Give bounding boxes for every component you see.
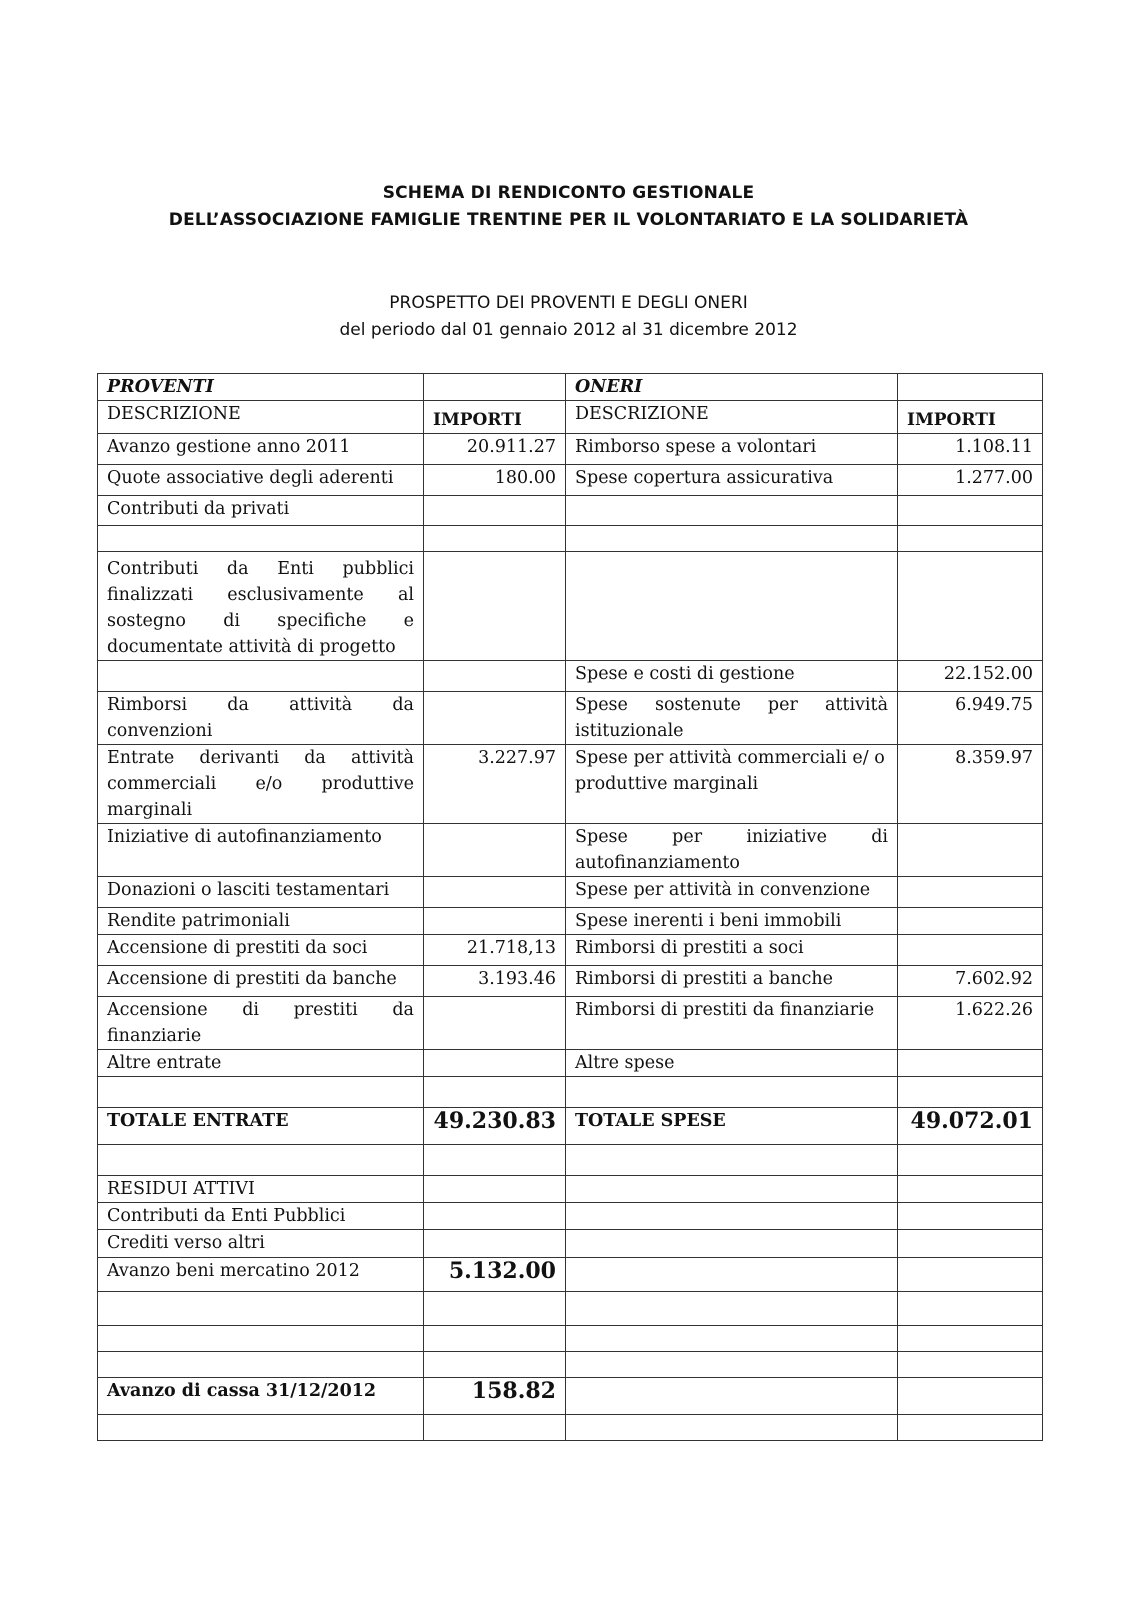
proventi-desc: Quote associative degli aderenti	[98, 465, 424, 496]
oneri-amount	[898, 935, 1043, 966]
document-subtitle	[0, 290, 1137, 344]
oneri-amount: 1.622.26	[898, 997, 1043, 1050]
empty-cell	[424, 1352, 566, 1378]
proventi-amount	[424, 908, 566, 935]
empty-cell	[98, 1145, 424, 1176]
proventi-header	[98, 374, 424, 401]
proventi-amount	[424, 824, 566, 877]
proventi-desc: Iniziative di autofinanziamento	[98, 824, 424, 877]
oneri-desc: Spese per iniziative di autofinanziamento	[566, 824, 898, 877]
oneri-desc-header: DESCRIZIONE	[566, 401, 898, 434]
proventi-desc: Accensione di prestiti da banche	[98, 966, 424, 997]
oneri-amount	[898, 824, 1043, 877]
oneri-amount	[898, 496, 1043, 526]
table-row	[98, 1352, 1043, 1378]
empty-cell	[424, 1230, 566, 1258]
oneri-desc: Spese e costi di gestione	[566, 661, 898, 692]
proventi-desc: Donazioni o lasciti testamentari	[98, 877, 424, 908]
subtitle-line-1: PROSPETTO DEI PROVENTI E DEGLI ONERI	[389, 293, 748, 313]
proventi-desc-text: Contributi da Enti pubblici finalizzati esclusivamente al sostegno di specifiche e documentate attività di progetto	[107, 559, 414, 657]
proventi-amount	[424, 496, 566, 526]
empty-cell	[424, 1415, 566, 1441]
table-row	[98, 496, 1043, 526]
oneri-desc: Rimborsi di prestiti a soci	[566, 935, 898, 966]
table-row	[98, 526, 1043, 552]
oneri-desc: Spese copertura assicurativa	[566, 465, 898, 496]
empty-cell	[424, 374, 566, 401]
section-header-row	[98, 374, 1043, 401]
empty-cell	[566, 1352, 898, 1378]
proventi-desc	[98, 1077, 424, 1108]
totals-row	[98, 1108, 1043, 1145]
table-row	[98, 552, 1043, 661]
proventi-desc: Avanzo gestione anno 2011	[98, 434, 424, 465]
empty-cell	[898, 1326, 1043, 1352]
empty-cell	[898, 1378, 1043, 1415]
table-row	[98, 1326, 1043, 1352]
importi-label: IMPORTI	[907, 410, 996, 430]
proventi-desc: Accensione di prestiti da soci	[98, 935, 424, 966]
proventi-desc: Altre entrate	[98, 1050, 424, 1077]
table-row	[98, 824, 1043, 877]
oneri-amount	[898, 1077, 1043, 1108]
empty-cell	[566, 1230, 898, 1258]
oneri-label: ONERI	[575, 377, 643, 397]
empty-cell	[566, 1203, 898, 1230]
empty-cell	[566, 1326, 898, 1352]
table-row	[98, 935, 1043, 966]
empty-cell	[424, 1203, 566, 1230]
oneri-amount: 22.152.00	[898, 661, 1043, 692]
empty-cell	[98, 1326, 424, 1352]
avanzo-cassa-row	[98, 1378, 1043, 1415]
table-row	[98, 966, 1043, 997]
empty-cell	[898, 374, 1043, 401]
empty-cell	[424, 1292, 566, 1326]
table-row	[98, 465, 1043, 496]
totale-entrate-label: TOTALE ENTRATE	[98, 1108, 424, 1145]
proventi-desc: Rimborsi da attività da convenzioni	[98, 692, 424, 745]
table-row	[98, 745, 1043, 824]
empty-cell	[566, 1145, 898, 1176]
subtitle-period: del periodo dal 01 gennaio 2012 al 31 dicembre 2012	[339, 320, 798, 340]
proventi-amount	[424, 1077, 566, 1108]
table-row	[98, 1077, 1043, 1108]
table-row	[98, 1050, 1043, 1077]
table-row	[98, 1292, 1043, 1326]
proventi-amount	[424, 692, 566, 745]
proventi-amount: 21.718,13	[424, 935, 566, 966]
totale-spese-amount: 49.072.01	[898, 1108, 1043, 1145]
avanzo-beni-amount: 5.132.00	[424, 1258, 566, 1292]
oneri-desc	[566, 1077, 898, 1108]
oneri-header	[566, 374, 898, 401]
oneri-desc: Rimborso spese a volontari	[566, 434, 898, 465]
empty-cell	[898, 1292, 1043, 1326]
empty-cell	[566, 1292, 898, 1326]
oneri-desc: Spese inerenti i beni immobili	[566, 908, 898, 935]
oneri-amount: 6.949.75	[898, 692, 1043, 745]
oneri-desc	[566, 552, 898, 661]
table-row	[98, 661, 1043, 692]
title-line-2: DELL’ASSOCIAZIONE FAMIGLIE TRENTINE PER IL VOLONTARIATO E LA SOLIDARIETÀ	[168, 210, 969, 230]
oneri-desc	[566, 496, 898, 526]
totale-spese-label: TOTALE SPESE	[566, 1108, 898, 1145]
report-table	[97, 373, 1043, 1441]
empty-cell	[98, 1415, 424, 1441]
proventi-amount	[424, 526, 566, 552]
empty-cell	[566, 1415, 898, 1441]
empty-cell	[566, 1378, 898, 1415]
proventi-importi-header	[424, 401, 566, 434]
empty-cell	[566, 1258, 898, 1292]
proventi-amount: 3.227.97	[424, 745, 566, 824]
oneri-desc: Altre spese	[566, 1050, 898, 1077]
oneri-desc: Spese per attività in convenzione	[566, 877, 898, 908]
empty-cell	[424, 1326, 566, 1352]
oneri-amount	[898, 908, 1043, 935]
oneri-amount: 1.108.11	[898, 434, 1043, 465]
empty-cell	[566, 1176, 898, 1203]
proventi-desc-header: DESCRIZIONE	[98, 401, 424, 434]
oneri-amount: 8.359.97	[898, 745, 1043, 824]
empty-cell	[98, 1292, 424, 1326]
oneri-desc: Rimborsi di prestiti a banche	[566, 966, 898, 997]
proventi-amount	[424, 877, 566, 908]
oneri-amount: 7.602.92	[898, 966, 1043, 997]
table-row	[98, 434, 1043, 465]
oneri-desc	[566, 526, 898, 552]
empty-cell	[898, 1415, 1043, 1441]
oneri-importi-header	[898, 401, 1043, 434]
proventi-desc: Entrate derivanti da attività commerciali e/o produttive marginali	[98, 745, 424, 824]
empty-cell	[898, 1203, 1043, 1230]
table-row	[98, 1203, 1043, 1230]
table-row	[98, 1230, 1043, 1258]
totale-entrate-amount: 49.230.83	[424, 1108, 566, 1145]
proventi-amount: 20.911.27	[424, 434, 566, 465]
proventi-amount	[424, 661, 566, 692]
proventi-amount	[424, 1050, 566, 1077]
oneri-amount	[898, 552, 1043, 661]
oneri-desc: Rimborsi di prestiti da finanziarie	[566, 997, 898, 1050]
table-row	[98, 1145, 1043, 1176]
column-header-row	[98, 401, 1043, 434]
oneri-desc: Spese sostenute per attività istituzionale	[566, 692, 898, 745]
table-row	[98, 692, 1043, 745]
proventi-desc	[98, 552, 424, 661]
empty-cell	[898, 1230, 1043, 1258]
empty-cell	[424, 1176, 566, 1203]
table-row	[98, 877, 1043, 908]
table-row	[98, 1258, 1043, 1292]
residui-attivi-label: RESIDUI ATTIVI	[98, 1176, 424, 1203]
oneri-amount: 1.277.00	[898, 465, 1043, 496]
document-title	[0, 180, 1137, 234]
empty-cell	[898, 1176, 1043, 1203]
avanzo-beni-label: Avanzo beni mercatino 2012	[98, 1258, 424, 1292]
oneri-desc: Spese per attività commerciali e/ o produttive marginali	[566, 745, 898, 824]
residui-contributi: Contributi da Enti Pubblici	[98, 1203, 424, 1230]
proventi-amount	[424, 552, 566, 661]
empty-cell	[424, 1145, 566, 1176]
table-row	[98, 997, 1043, 1050]
avanzo-cassa-amount: 158.82	[424, 1378, 566, 1415]
oneri-amount	[898, 1050, 1043, 1077]
residui-crediti: Crediti verso altri	[98, 1230, 424, 1258]
empty-cell	[898, 1145, 1043, 1176]
proventi-desc: Contributi da privati	[98, 496, 424, 526]
oneri-amount	[898, 526, 1043, 552]
proventi-label: PROVENTI	[107, 377, 214, 397]
proventi-desc	[98, 526, 424, 552]
importi-label: IMPORTI	[433, 410, 522, 430]
empty-cell	[98, 1352, 424, 1378]
table-row	[98, 908, 1043, 935]
proventi-desc: Rendite patrimoniali	[98, 908, 424, 935]
proventi-amount: 3.193.46	[424, 966, 566, 997]
proventi-desc	[98, 661, 424, 692]
title-line-1: SCHEMA DI RENDICONTO GESTIONALE	[382, 183, 755, 203]
avanzo-cassa-label: Avanzo di cassa 31/12/2012	[98, 1378, 424, 1415]
table-row	[98, 1415, 1043, 1441]
table-row	[98, 1176, 1043, 1203]
proventi-amount: 180.00	[424, 465, 566, 496]
proventi-amount	[424, 997, 566, 1050]
oneri-amount	[898, 877, 1043, 908]
proventi-desc: Accensione di prestiti da finanziarie	[98, 997, 424, 1050]
empty-cell	[898, 1352, 1043, 1378]
empty-cell	[898, 1258, 1043, 1292]
